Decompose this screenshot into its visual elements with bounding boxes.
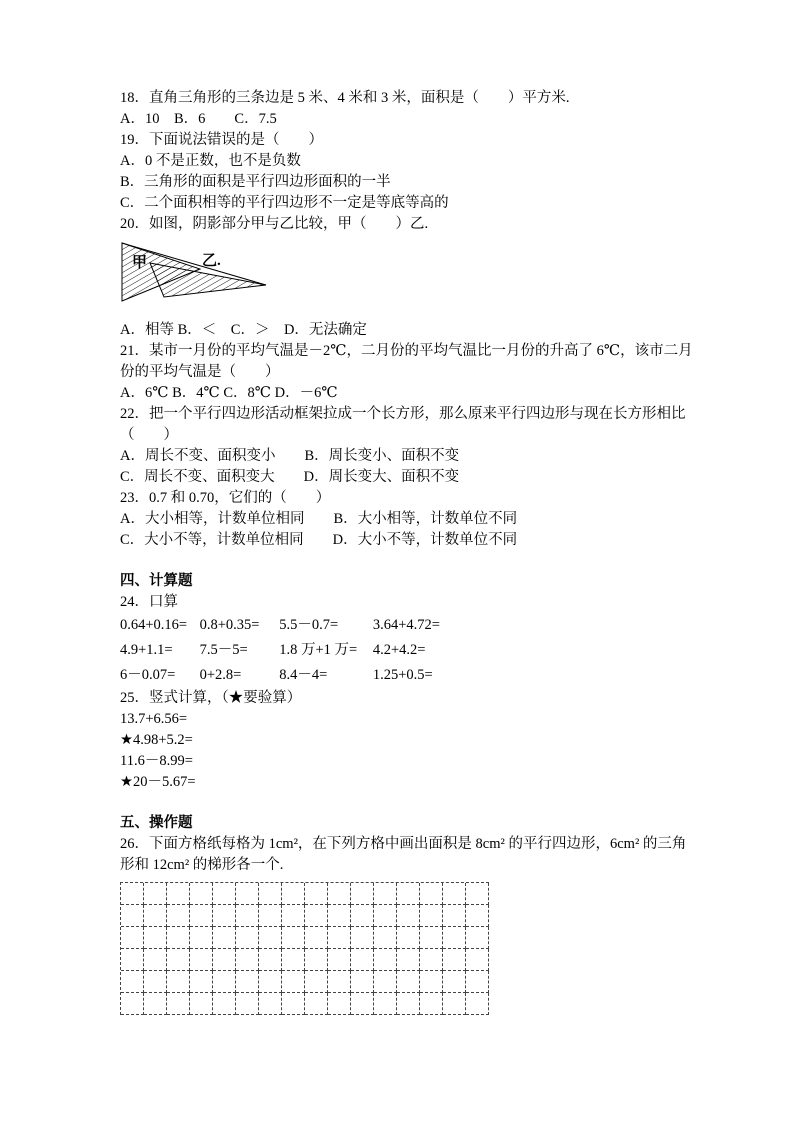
- grid-cell: [466, 883, 489, 905]
- grid-cell: [466, 993, 489, 1015]
- grid-cell: [144, 993, 167, 1015]
- grid-cell: [213, 905, 236, 927]
- grid-cell: [351, 949, 374, 971]
- grid-cell: [397, 905, 420, 927]
- calc-item: 0.64+0.16=: [120, 617, 188, 633]
- grid-cell: [374, 883, 397, 905]
- grid-cell: [144, 927, 167, 949]
- grid-cell: [466, 927, 489, 949]
- calc-item: 3.64+4.72=: [372, 617, 440, 633]
- grid-cell: [259, 883, 282, 905]
- grid-paper: [120, 882, 489, 1015]
- q24-title: 24．口算: [120, 594, 178, 610]
- q20-figure: [120, 239, 700, 312]
- grid-cell: [351, 927, 374, 949]
- grid-cell: [443, 993, 466, 1015]
- grid-cell: [282, 971, 305, 993]
- q21-stem-line2: 份的平均气温是（ ）: [120, 364, 280, 380]
- grid-cell: [305, 971, 328, 993]
- grid-cell: [213, 993, 236, 1015]
- q24-row-3: [120, 663, 700, 688]
- grid-cell: [282, 883, 305, 905]
- grid-cell: [374, 905, 397, 927]
- q23-options-cd: C．大小不等，计数单位相同 D．大小不等，计数单位不同: [120, 532, 518, 548]
- grid-cell: [397, 993, 420, 1015]
- q22-options-cd: C．周长不变、面积变大 D．周长变大、面积不变: [120, 469, 460, 485]
- calc-item: 0.8+0.35=: [199, 617, 260, 633]
- grid-cell: [190, 927, 213, 949]
- q24-row-1: [120, 613, 700, 638]
- q19-option-c: C．二个面积相等的平行四边形不一定是等底等高的: [120, 195, 449, 211]
- grid-cell: [305, 993, 328, 1015]
- calc-item: 8.4－4=: [279, 667, 328, 683]
- calc-item: 4.9+1.1=: [120, 642, 173, 658]
- q25-item-1: 13.7+6.56=: [120, 711, 188, 727]
- grid-cell: [121, 905, 144, 927]
- grid-cell: [397, 971, 420, 993]
- grid-cell: [213, 927, 236, 949]
- q26-stem-line2: 形和 12cm² 的梯形各一个.: [120, 857, 284, 873]
- shaded-triangles-figure: [120, 239, 270, 307]
- grid-cell: [190, 993, 213, 1015]
- calc-item: 1.8 万+1 万=: [279, 642, 358, 658]
- grid-cell: [144, 949, 167, 971]
- calc-item: 1.25+0.5=: [372, 667, 433, 683]
- q24-row-2: [120, 638, 700, 663]
- grid-cell: [328, 993, 351, 1015]
- grid-cell: [121, 971, 144, 993]
- section-title-calculation: 四、计算题: [120, 573, 193, 589]
- grid-cell: [213, 971, 236, 993]
- grid-cell: [374, 927, 397, 949]
- grid-cell: [190, 883, 213, 905]
- grid-cell: [443, 883, 466, 905]
- grid-cell: [443, 905, 466, 927]
- grid-cell: [259, 993, 282, 1015]
- q23-stem: 23．0.7 和 0.70，它们的（ ）: [120, 490, 331, 506]
- grid-cell: [190, 971, 213, 993]
- q22-stem-line2: （ ）: [120, 427, 178, 443]
- grid-cell: [121, 993, 144, 1015]
- grid-cell: [167, 971, 190, 993]
- grid-cell: [466, 949, 489, 971]
- grid-cell: [420, 949, 443, 971]
- grid-cell: [167, 905, 190, 927]
- grid-cell: [167, 883, 190, 905]
- grid-cell: [328, 883, 351, 905]
- grid-cell: [213, 949, 236, 971]
- grid-cell: [466, 905, 489, 927]
- grid-cell: [144, 971, 167, 993]
- q20-stem: 20．如图，阴影部分甲与乙比较，甲（ ）乙.: [120, 216, 429, 232]
- calc-item: 0+2.8=: [199, 667, 242, 683]
- grid-cell: [236, 905, 259, 927]
- q21-options: A．6℃ B．4℃ C．8℃ D．－6℃: [120, 385, 338, 401]
- grid-cell: [236, 949, 259, 971]
- grid-cell: [282, 993, 305, 1015]
- exam-content: [120, 88, 700, 1015]
- grid-cell: [305, 949, 328, 971]
- grid-cell: [190, 905, 213, 927]
- grid-cell: [443, 949, 466, 971]
- grid-cell: [305, 927, 328, 949]
- grid-cell: [236, 927, 259, 949]
- grid-cell: [420, 927, 443, 949]
- grid-cell: [190, 949, 213, 971]
- grid-cell: [282, 949, 305, 971]
- grid-cell: [328, 949, 351, 971]
- grid-cell: [351, 993, 374, 1015]
- grid-cell: [121, 927, 144, 949]
- q20-options: A．相等 B．＜ C．＞ D．无法确定: [120, 322, 367, 338]
- grid-cell: [282, 905, 305, 927]
- q18-options: A．10 B．6 C．7.5: [120, 111, 277, 127]
- grid-cell: [374, 949, 397, 971]
- grid-cell: [351, 883, 374, 905]
- grid-cell: [351, 905, 374, 927]
- grid-cell: [259, 905, 282, 927]
- q22-stem-line1: 22．把一个平行四边形活动框架拉成一个长方形，那么原来平行四边形与现在长方形相比: [120, 406, 686, 422]
- label-yi: 乙.: [202, 253, 221, 269]
- section-title-operation: 五、操作题: [120, 815, 193, 831]
- grid-cell: [259, 927, 282, 949]
- grid-cell: [328, 905, 351, 927]
- q19-option-b: B．三角形的面积是平行四边形面积的一半: [120, 174, 391, 190]
- grid-cell: [397, 949, 420, 971]
- q19-stem: 19．下面说法错误的是（ ）: [120, 132, 323, 148]
- grid-cell: [443, 971, 466, 993]
- grid-cell: [397, 927, 420, 949]
- q25-item-4: ★20－5.67=: [120, 774, 196, 790]
- grid-cell: [167, 949, 190, 971]
- grid-cell: [420, 883, 443, 905]
- calc-item: 6－0.07=: [120, 667, 176, 683]
- q25-title: 25．竖式计算，（★要验算）: [120, 690, 302, 706]
- grid-cell: [213, 883, 236, 905]
- grid-cell: [420, 993, 443, 1015]
- grid-cell: [121, 883, 144, 905]
- grid-cell: [328, 971, 351, 993]
- grid-cell: [420, 971, 443, 993]
- grid-cell: [236, 883, 259, 905]
- grid-cell: [167, 993, 190, 1015]
- label-jia: 甲: [132, 255, 148, 271]
- grid-cell: [328, 927, 351, 949]
- grid-cell: [259, 949, 282, 971]
- q25-item-2: ★4.98+5.2=: [120, 732, 193, 748]
- grid-cell: [282, 927, 305, 949]
- grid-cell: [420, 905, 443, 927]
- grid-cell: [236, 993, 259, 1015]
- grid-cell: [167, 927, 190, 949]
- grid-cell: [305, 883, 328, 905]
- grid-cell: [351, 971, 374, 993]
- q25-item-3: 11.6－8.99=: [120, 753, 193, 769]
- grid-cell: [374, 993, 397, 1015]
- calc-item: 4.2+4.2=: [372, 642, 426, 658]
- calc-item: 7.5－5=: [199, 642, 248, 658]
- grid-cell: [443, 927, 466, 949]
- grid-cell: [144, 905, 167, 927]
- grid-cell: [236, 971, 259, 993]
- grid-cell: [144, 883, 167, 905]
- grid-cell: [121, 949, 144, 971]
- grid-cell: [305, 905, 328, 927]
- grid-cell: [374, 971, 397, 993]
- q21-stem-line1: 21．某市一月份的平均气温是－2℃，二月份的平均气温比一月份的升高了 6℃，该市二月: [120, 343, 693, 359]
- grid-cell: [259, 971, 282, 993]
- q19-option-a: A．0 不是正数，也不是负数: [120, 153, 301, 169]
- calc-item: 5.5－0.7=: [279, 617, 339, 633]
- grid-cell: [397, 883, 420, 905]
- grid-cell: [466, 971, 489, 993]
- q26-stem-line1: 26．下面方格纸每格为 1cm²，在下列方格中画出面积是 8cm² 的平行四边形，6cm² 的三角: [120, 836, 687, 852]
- q18-stem: 18．直角三角形的三条边是 5 米、4 米和 3 米，面积是（ ）平方米.: [120, 90, 570, 106]
- q23-options-ab: A．大小相等，计数单位相同 B．大小相等，计数单位不同: [120, 511, 518, 527]
- q22-options-ab: A．周长不变、面积变小 B．周长变小、面积不变: [120, 448, 460, 464]
